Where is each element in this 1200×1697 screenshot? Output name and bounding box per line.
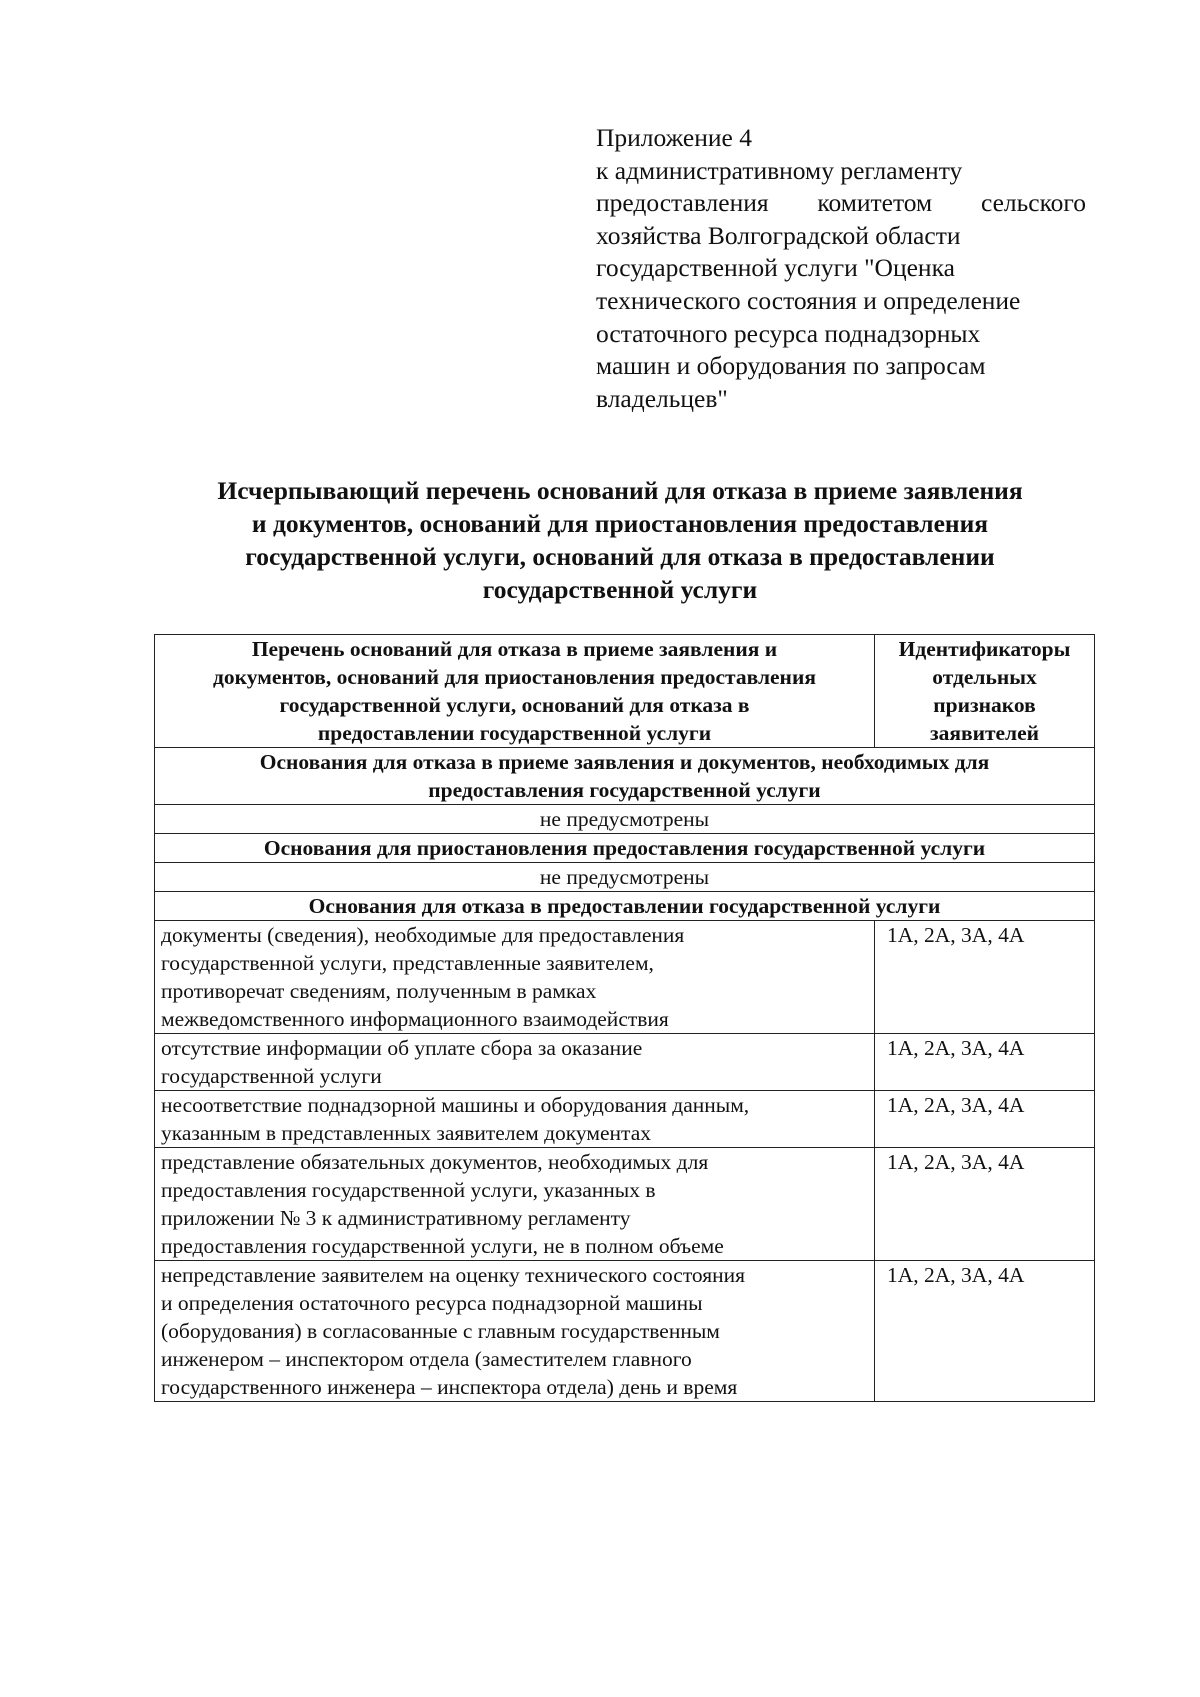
table-row — [155, 921, 1095, 1034]
section-suspension-value: не предусмотрены — [155, 863, 1095, 892]
ground-line: государственной услуги — [161, 1064, 382, 1088]
appendix-number: Приложение 4 — [596, 123, 752, 152]
title-line: государственной услуги — [482, 575, 758, 604]
header-line: Перечень оснований для отказа в приеме заявления и — [251, 637, 778, 661]
ground-line: инженером – инспектором отдела (заместителем главного — [161, 1347, 692, 1371]
header-line: предоставлении государственной услуги — [317, 721, 712, 745]
section-value-row — [155, 863, 1095, 892]
ground-line: государственного инженера – инспектора отдела) день и время — [161, 1375, 738, 1399]
section-heading-row — [155, 834, 1095, 863]
section-refusal-acceptance-value: не предусмотрены — [155, 805, 1095, 834]
ground-line: несоответствие поднадзорной машины и оборудования данным, — [161, 1093, 750, 1117]
ground-text-cell — [155, 1034, 875, 1091]
header-line: признаков — [933, 693, 1036, 717]
appendix-line: машин и оборудования по запросам — [596, 351, 986, 381]
title-line: Исчерпывающий перечень оснований для отказа в приеме заявления — [217, 476, 1023, 505]
ground-line: непредставление заявителем на оценку технического состояния — [161, 1263, 746, 1287]
ground-line: отсутствие информации об уплате сбора за оказание — [161, 1036, 643, 1060]
section-heading-line: предоставления государственной услуги — [428, 778, 821, 802]
table-row — [155, 1261, 1095, 1402]
header-line: государственной услуги, оснований для отказа в — [279, 693, 750, 717]
document-title — [160, 474, 1080, 606]
ground-text-cell — [155, 921, 875, 1034]
table-row — [155, 1148, 1095, 1261]
ground-text-cell — [155, 1148, 875, 1261]
ground-line: межведомственного информационного взаимодействия — [161, 1007, 669, 1031]
header-line: отдельных — [932, 665, 1037, 689]
section-heading-row — [155, 892, 1095, 921]
table-header-row — [155, 635, 1095, 748]
section-heading-row — [155, 748, 1095, 805]
table-row — [155, 1034, 1095, 1091]
title-line: государственной услуги, оснований для отказа в предоставлении — [245, 542, 995, 571]
section-value-row — [155, 805, 1095, 834]
applicant-identifiers-cell: 1А, 2А, 3А, 4А — [875, 1261, 1095, 1402]
ground-line: (оборудования) в согласованные с главным государственным — [161, 1319, 720, 1343]
section-heading-line: Основания для отказа в приеме заявления и документов, необходимых для — [259, 750, 990, 774]
header-grounds-cell — [155, 635, 875, 748]
appendix-line: к административному регламенту — [596, 155, 963, 185]
appendix-line: технического состояния и определение — [596, 285, 1021, 315]
appendix-line: владельцев" — [596, 383, 728, 413]
ground-line: предоставления государственной услуги, не в полном объеме — [161, 1234, 724, 1258]
ground-line: предоставления государственной услуги, указанных в — [161, 1178, 656, 1202]
applicant-identifiers-cell: 1А, 2А, 3А, 4А — [875, 1091, 1095, 1148]
ground-line: и определения остаточного ресурса поднадзорной машины — [161, 1291, 703, 1315]
table-row — [155, 1091, 1095, 1148]
appendix-line: предоставления комитетом сельского — [596, 188, 1086, 218]
ground-line: приложении № 3 к административному регламенту — [161, 1206, 631, 1230]
appendix-line: хозяйства Волгоградской области — [596, 220, 961, 250]
ground-text-cell — [155, 1091, 875, 1148]
ground-line: представление обязательных документов, необходимых для — [161, 1150, 709, 1174]
applicant-identifiers-cell: 1А, 2А, 3А, 4А — [875, 1148, 1095, 1261]
ground-line: государственной услуги, представленные заявителем, — [161, 951, 654, 975]
header-line: Идентификаторы — [898, 637, 1071, 661]
applicant-identifiers-cell: 1А, 2А, 3А, 4А — [875, 1034, 1095, 1091]
appendix-reference — [596, 122, 1086, 415]
ground-text-cell — [155, 1261, 875, 1402]
appendix-line: остаточного ресурса поднадзорных — [596, 318, 981, 348]
ground-line: противоречат сведениям, полученным в рамках — [161, 979, 597, 1003]
section-refusal-acceptance-heading — [155, 748, 1095, 805]
applicant-identifiers-cell: 1А, 2А, 3А, 4А — [875, 921, 1095, 1034]
header-line: заявителей — [929, 721, 1040, 745]
section-refusal-service-heading: Основания для отказа в предоставлении государственной услуги — [155, 892, 1095, 921]
section-suspension-heading: Основания для приостановления предоставления государственной услуги — [155, 834, 1095, 863]
appendix-line: государственной услуги "Оценка — [596, 253, 955, 283]
ground-line: указанным в представленных заявителем документах — [161, 1121, 652, 1145]
title-line: и документов, оснований для приостановления предоставления — [251, 509, 989, 538]
ground-line: документы (сведения), необходимые для предоставления — [161, 923, 685, 947]
header-identifiers-cell — [875, 635, 1095, 748]
header-line: документов, оснований для приостановления предоставления — [213, 665, 816, 689]
grounds-table — [154, 634, 1095, 1402]
